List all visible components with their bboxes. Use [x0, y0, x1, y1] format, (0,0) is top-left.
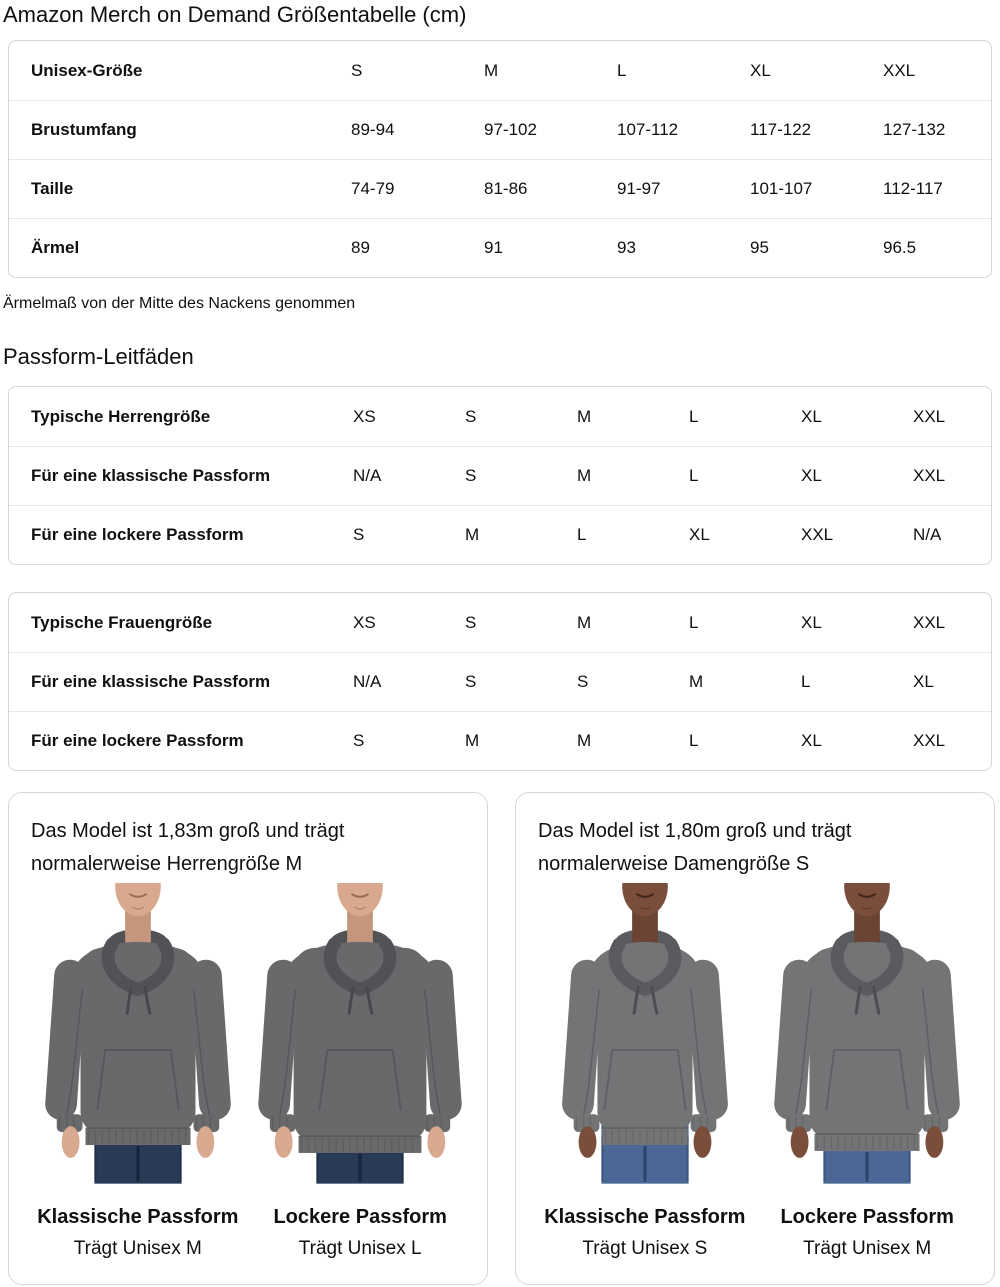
cell-value: S: [465, 612, 477, 632]
cell-value: 89-94: [351, 120, 395, 139]
table-row: [9, 446, 991, 505]
cell-value: M: [577, 612, 592, 632]
table-row: [9, 100, 991, 159]
figure-caption: [273, 1205, 446, 1261]
table-row: [9, 159, 991, 218]
cell-value: XXL: [913, 731, 946, 750]
female-model-loose-hoodie-photo: [758, 883, 976, 1193]
cell-value: L: [689, 731, 699, 750]
men-fit-table: [8, 386, 992, 565]
size-label: Trägt Unisex L: [298, 1238, 422, 1259]
cell-value: XS: [353, 612, 376, 632]
fit-label: Klassische Passform: [37, 1206, 239, 1228]
cell-value: 112-117: [883, 179, 943, 198]
figure-block: [31, 883, 245, 1261]
row-label: Unisex-Größe: [31, 60, 143, 80]
cell-value: 117-122: [750, 120, 812, 139]
cell-value: 81-86: [484, 179, 528, 198]
figure-block: [253, 883, 467, 1261]
row-label: Brustumfang: [31, 120, 137, 139]
fit-guides-section-title: Passform-Leitfäden: [3, 344, 194, 369]
cell-value: XL: [801, 466, 822, 485]
cell-value: L: [689, 612, 699, 632]
cell-value: 89: [351, 238, 370, 257]
size-chart-page: [0, 2, 1000, 1285]
row-label: Für eine klassische Passform: [31, 466, 271, 485]
women-fit-table: [8, 592, 992, 771]
cell-value: 97-102: [484, 120, 537, 139]
cell-value: 91: [484, 238, 503, 257]
row-label: Typische Frauengröße: [31, 612, 213, 632]
fit-label: Lockere Passform: [780, 1206, 954, 1228]
male-model-card: [8, 792, 488, 1285]
table-row: [9, 711, 991, 770]
cell-value: L: [577, 525, 587, 544]
female-figures-row: [538, 883, 974, 1261]
female-model-card: [515, 792, 995, 1285]
male-figures-row: [31, 883, 467, 1261]
figure-block: [538, 883, 752, 1261]
cell-value: M: [577, 466, 592, 485]
male-model-card-heading: Das Model ist 1,83m groß und trägt normalerweise Herrengröße M: [31, 820, 345, 875]
cell-value: 74-79: [351, 179, 395, 198]
cell-value: 96.5: [883, 238, 917, 257]
model-cards-row: [8, 792, 992, 1285]
table-row: [9, 218, 991, 277]
row-label: Typische Herrengröße: [31, 406, 211, 426]
row-label: Ärmel: [31, 238, 80, 257]
row-label: Für eine lockere Passform: [31, 525, 244, 544]
cell-value: S: [577, 672, 589, 691]
cell-value: N/A: [353, 672, 382, 691]
cell-value: 127-132: [883, 120, 946, 139]
cell-value: XL: [750, 60, 771, 80]
row-label: Für eine klassische Passform: [31, 672, 271, 691]
cell-value: M: [465, 731, 480, 750]
figure-caption: [544, 1205, 745, 1261]
cell-value: L: [689, 406, 699, 426]
cell-value: 95: [750, 238, 769, 257]
table-row: [9, 41, 991, 100]
female-model-card-heading: Das Model ist 1,80m groß und trägt normalerweise Damengröße S: [538, 820, 852, 875]
cell-value: M: [689, 672, 704, 691]
cell-value: XXL: [913, 466, 946, 485]
cell-value: XL: [913, 672, 934, 691]
cell-value: 93: [617, 238, 636, 257]
female-model-classic-hoodie-photo: [536, 883, 754, 1193]
sleeve-measure-note: Ärmelmaß von der Mitte des Nackens genommen: [3, 295, 356, 312]
unisex-size-table: [8, 40, 992, 278]
cell-value: S: [351, 60, 363, 80]
size-label: Trägt Unisex M: [73, 1238, 202, 1259]
cell-value: M: [484, 60, 499, 80]
cell-value: S: [465, 672, 477, 691]
cell-value: 91-97: [617, 179, 661, 198]
cell-value: L: [617, 60, 627, 80]
male-model-loose-hoodie-photo: [251, 883, 469, 1193]
table-row: [9, 652, 991, 711]
cell-value: 107-112: [617, 120, 679, 139]
cell-value: XL: [801, 731, 822, 750]
cell-value: L: [801, 672, 811, 691]
cell-value: XL: [801, 406, 822, 426]
cell-value: N/A: [913, 525, 942, 544]
figure-caption: [780, 1205, 953, 1261]
fit-label: Klassische Passform: [544, 1206, 746, 1228]
cell-value: S: [353, 525, 365, 544]
page-title: Amazon Merch on Demand Größentabelle (cm): [3, 2, 467, 27]
cell-value: XL: [801, 612, 822, 632]
size-label: Trägt Unisex S: [582, 1238, 708, 1259]
table-row: [9, 593, 991, 652]
cell-value: S: [465, 406, 477, 426]
cell-value: 101-107: [750, 179, 813, 198]
size-label: Trägt Unisex M: [803, 1238, 932, 1259]
table-row: [9, 505, 991, 564]
figure-block: [760, 883, 974, 1261]
cell-value: XXL: [913, 612, 946, 632]
cell-value: L: [689, 466, 699, 485]
table-row: [9, 387, 991, 446]
fit-label: Lockere Passform: [273, 1206, 447, 1228]
cell-value: XS: [353, 406, 376, 426]
figure-caption: [37, 1205, 238, 1261]
cell-value: M: [465, 525, 480, 544]
cell-value: S: [465, 466, 477, 485]
row-label: Taille: [31, 179, 74, 198]
cell-value: XL: [689, 525, 710, 544]
cell-value: XXL: [883, 60, 916, 80]
cell-value: XXL: [913, 406, 946, 426]
male-model-classic-hoodie-photo: [29, 883, 247, 1193]
cell-value: M: [577, 731, 592, 750]
cell-value: S: [353, 731, 365, 750]
cell-value: XXL: [801, 525, 834, 544]
row-label: Für eine lockere Passform: [31, 731, 244, 750]
cell-value: M: [577, 406, 592, 426]
cell-value: N/A: [353, 466, 382, 485]
